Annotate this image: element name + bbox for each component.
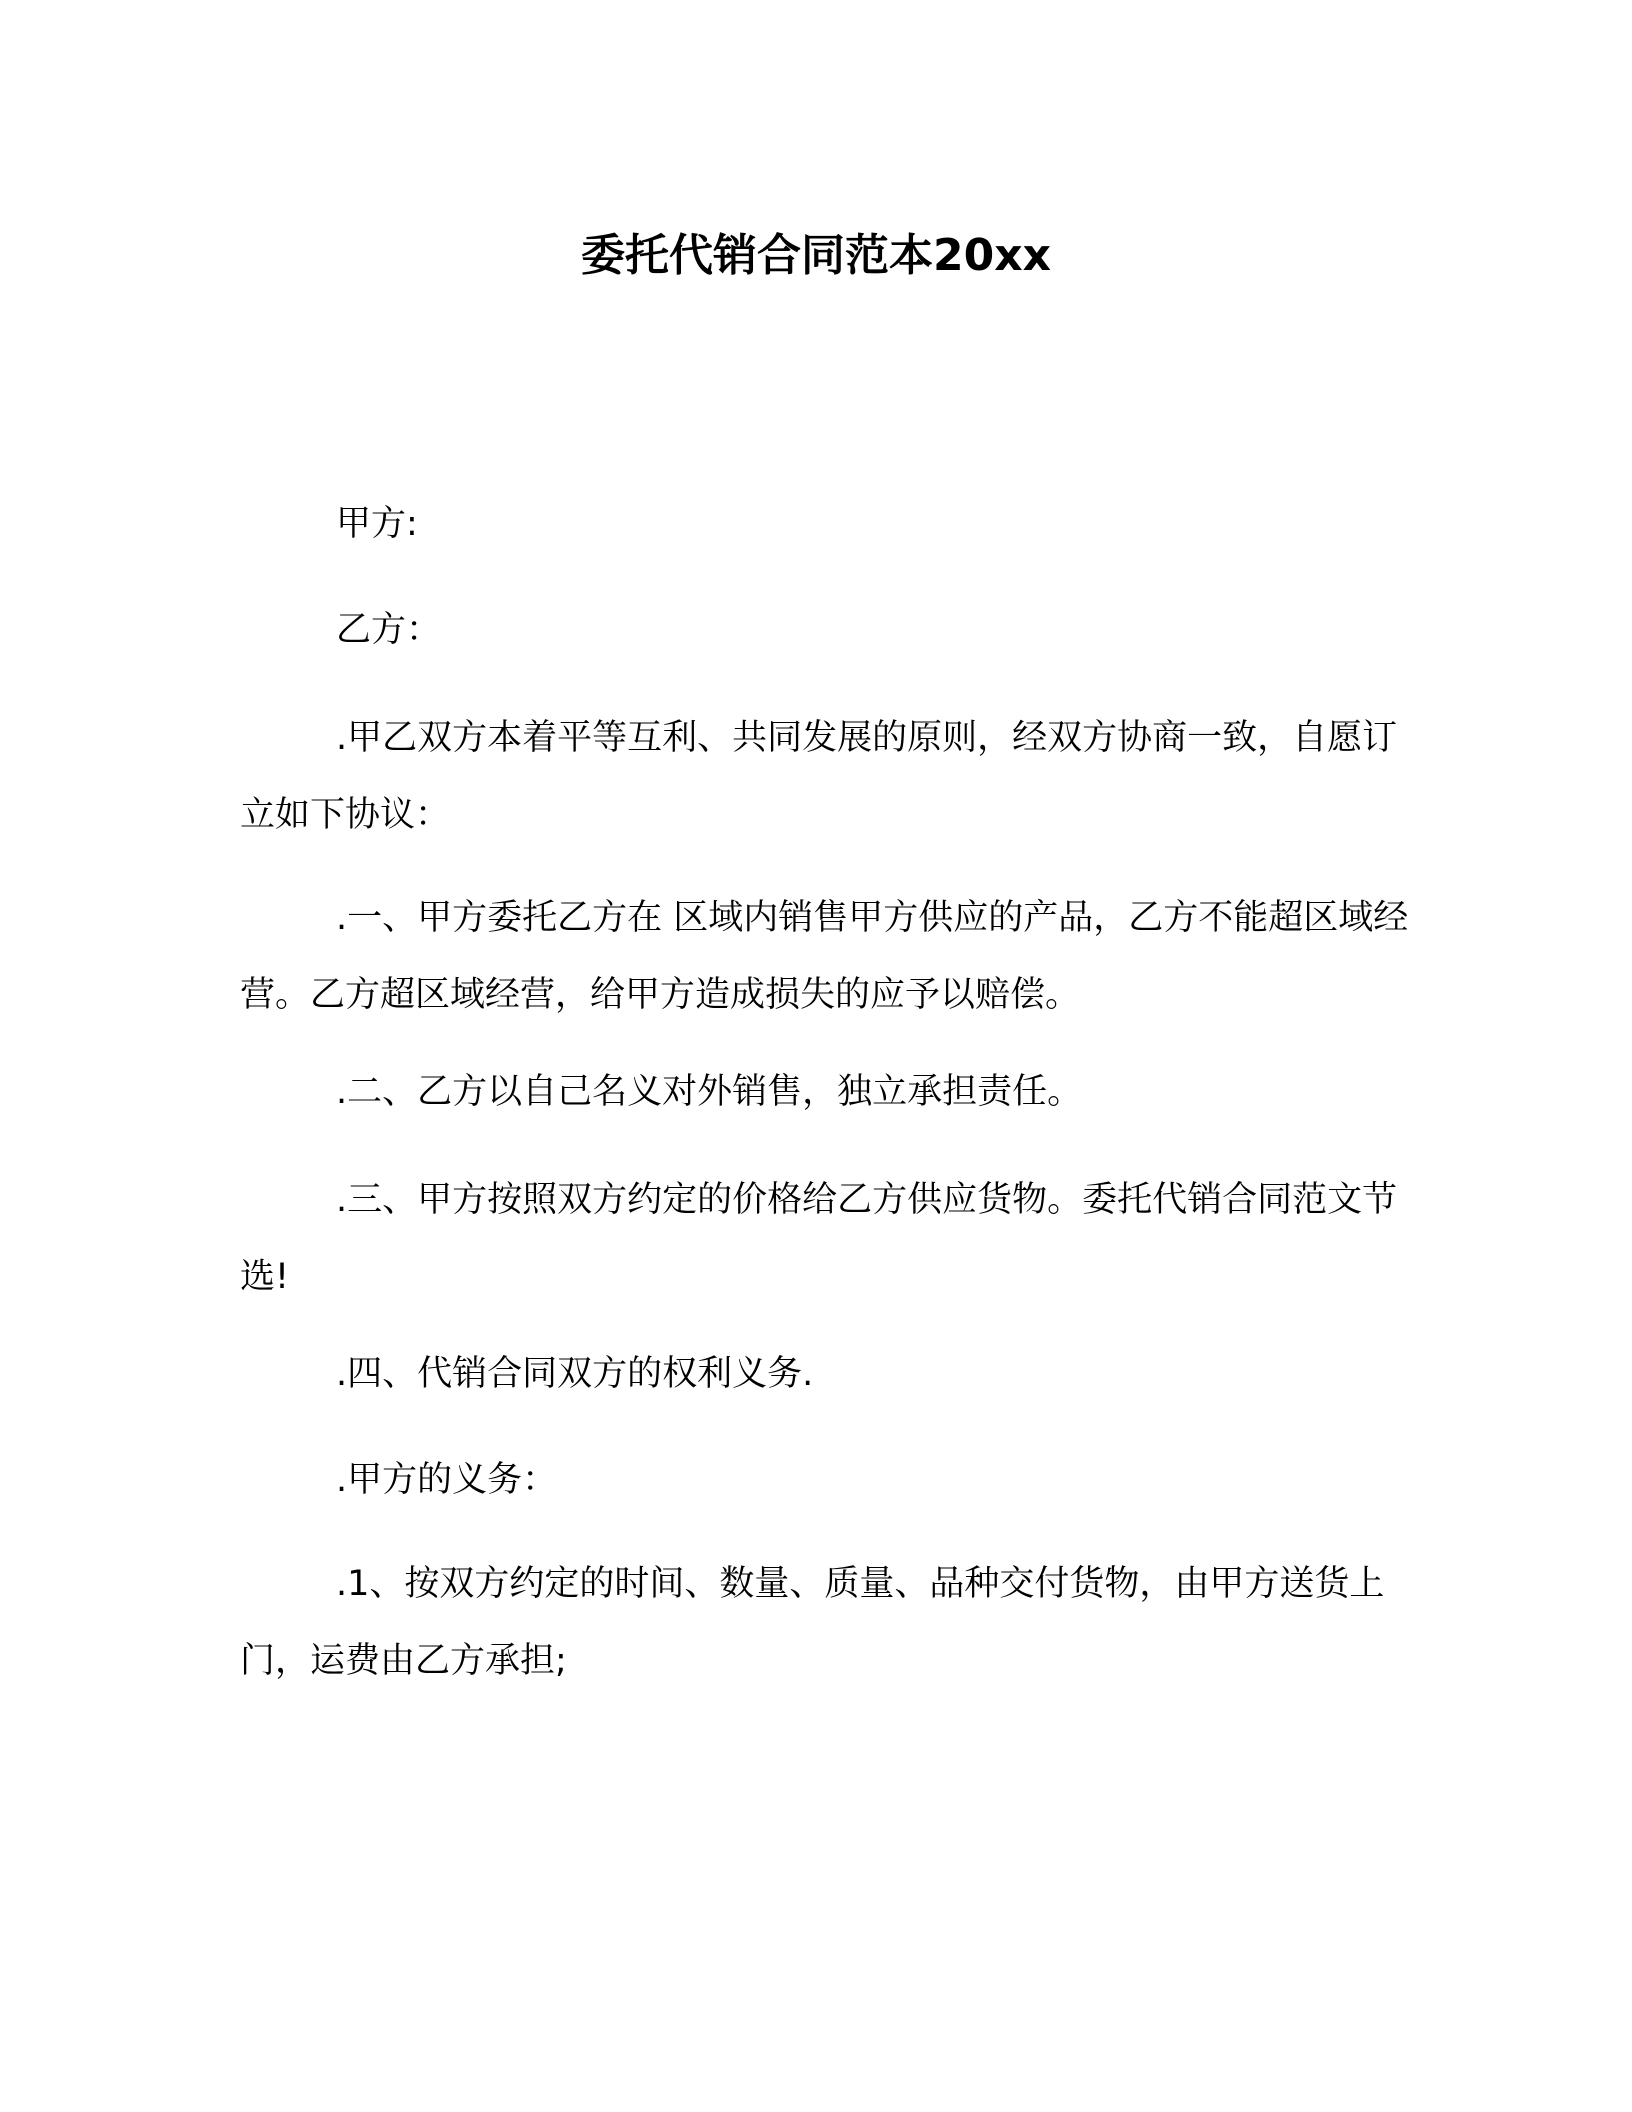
preamble-paragraph: .甲乙双方本着平等互利、共同发展的原则，经双方协商一致，自愿订立如下协议：: [240, 718, 1398, 835]
document-title: 委托代销合同范本20xx: [581, 230, 1051, 281]
clause-2-paragraph: .二、乙方以自己名义对外销售，独立承担责任。: [336, 1072, 1083, 1112]
clause-4-paragraph: .四、代销合同双方的权利义务.: [336, 1354, 814, 1394]
party-a-line: 甲方:: [336, 504, 418, 544]
clause-1-paragraph: .一、甲方委托乙方在 区域内销售甲方供应的产品，乙方不能超区域经营。乙方超区域经营，给甲方造成损失的应予以赔偿。: [240, 898, 1409, 1015]
obligation-1-paragraph: .1、按双方约定的时间、数量、质量、品种交付货物，由甲方送货上门，运费由乙方承担;: [240, 1564, 1385, 1681]
party-a-obligations-heading: .甲方的义务：: [336, 1460, 558, 1500]
party-b-line: 乙方：: [336, 610, 442, 650]
clause-3-paragraph: .三、甲方按照双方约定的价格给乙方供应货物。委托代销合同范文节选!: [240, 1180, 1398, 1297]
